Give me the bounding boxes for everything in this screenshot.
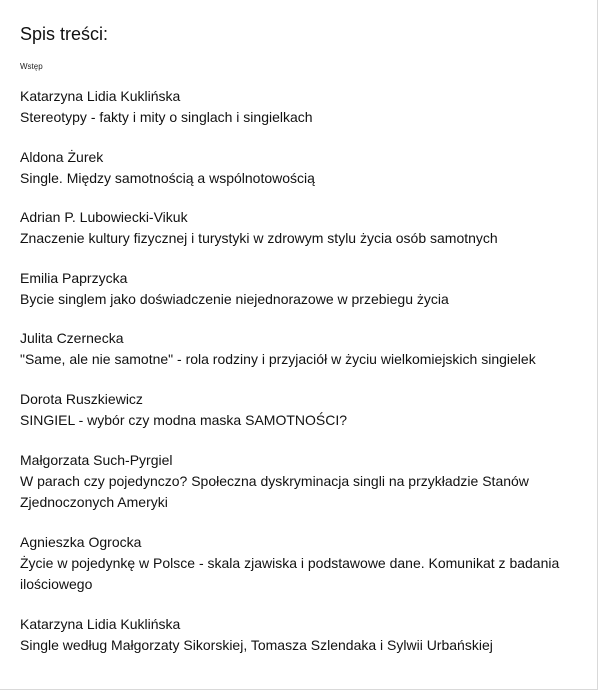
entry-title: W parach czy pojedynczo? Społeczna dyskryminacja singli na przykładzie Stanów Zjednoczonych Ameryki xyxy=(20,473,529,510)
entry-title: SINGIEL - wybór czy modna maska SAMOTNOŚCI? xyxy=(20,412,348,428)
toc-entry xyxy=(20,207,585,249)
toc-entry xyxy=(20,86,585,128)
entry-author: Katarzyna Lidia Kuklińska xyxy=(20,88,181,104)
entry-title: Bycie singlem jako doświadczenie niejednorazowe w przebiegu życia xyxy=(20,291,449,307)
entry-title: Życie w pojedynkę w Polsce - skala zjawiska i podstawowe dane. Komunikat z badania ilościowego xyxy=(20,555,560,592)
toc-entry xyxy=(20,268,585,310)
toc-entry xyxy=(20,389,585,431)
entry-author: Dorota Ruszkiewicz xyxy=(20,391,143,407)
toc-entry xyxy=(20,147,585,189)
entry-author: Małgorzata Such-Pyrgiel xyxy=(20,452,173,468)
entry-author: Adrian P. Lubowiecki-Vikuk xyxy=(20,209,188,225)
entry-title: "Same, ale nie samotne" - rola rodziny i przyjaciół w życiu wielkomiejskich singielek xyxy=(20,351,536,367)
entry-title: Single. Między samotnością a wspólnotowością xyxy=(20,170,315,186)
toc-entry xyxy=(20,450,585,513)
entry-author: Aldona Żurek xyxy=(20,149,104,165)
entry-author: Katarzyna Lidia Kuklińska xyxy=(20,616,181,632)
entry-title: Znaczenie kultury fizycznej i turystyki w zdrowym stylu życia osób samotnych xyxy=(20,230,498,246)
toc-entry xyxy=(20,532,585,595)
entry-author: Julita Czernecka xyxy=(20,330,124,346)
entry-author: Emilia Paprzycka xyxy=(20,270,128,286)
entry-title: Stereotypy - fakty i mity o singlach i singielkach xyxy=(20,109,313,125)
entry-title: Single według Małgorzaty Sikorskiej, Tomasza Szlendaka i Sylwii Urbańskiej xyxy=(20,637,493,653)
entry-author: Agnieszka Ogrocka xyxy=(20,534,142,550)
page-title: Spis treści: xyxy=(20,24,109,44)
intro-entry: Wstęp xyxy=(20,62,43,71)
toc-entry xyxy=(20,328,585,370)
toc-entry xyxy=(20,614,585,656)
